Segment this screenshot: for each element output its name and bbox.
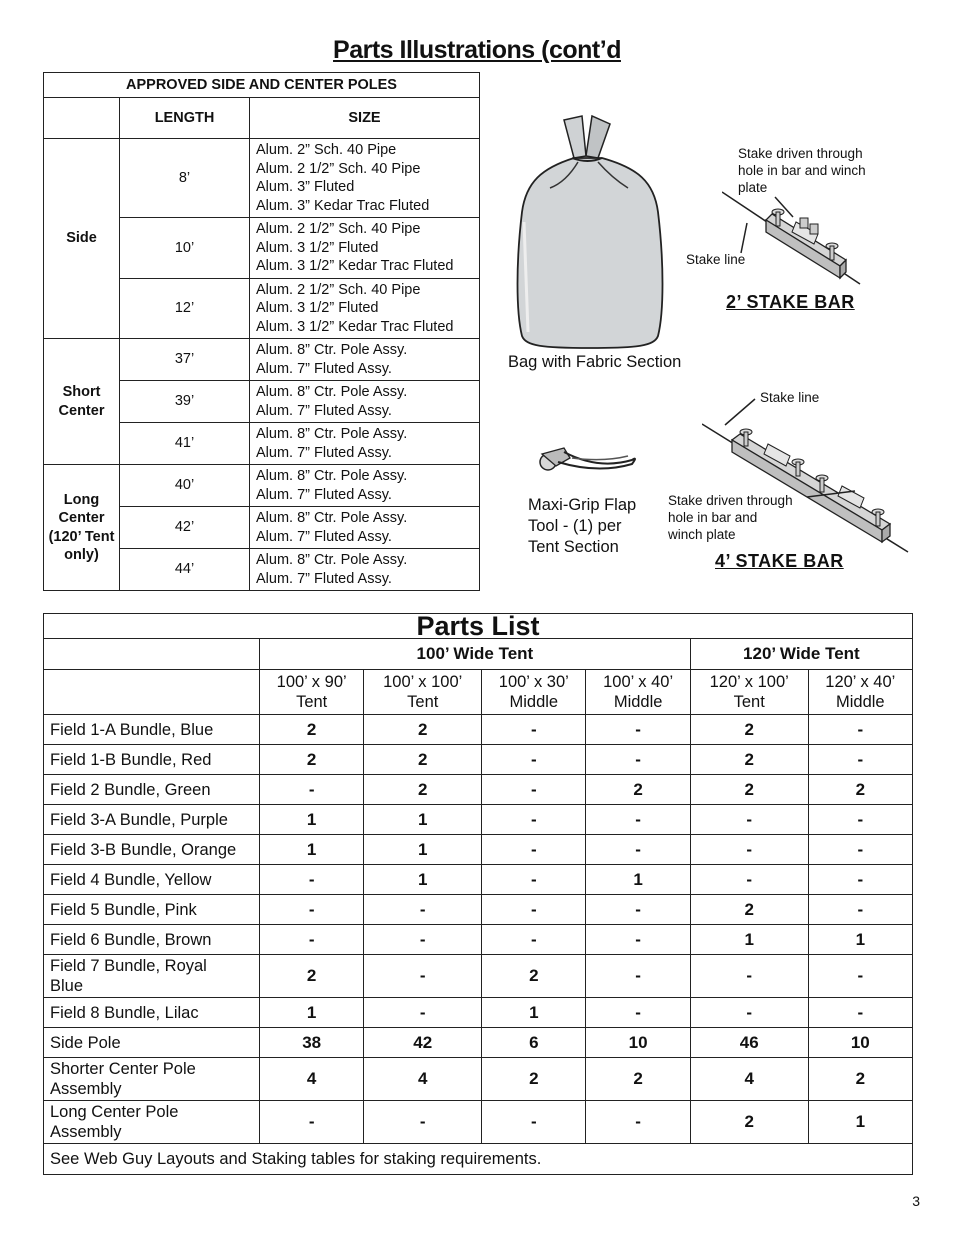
parts-item-qty: 1 (482, 998, 586, 1028)
parts-item-qty: 2 (808, 775, 912, 805)
parts-row (44, 895, 913, 925)
parts-item-qty: - (482, 775, 586, 805)
parts-item-qty: - (690, 955, 808, 998)
poles-length: 39’ (120, 381, 250, 423)
parts-item-qty: - (260, 895, 364, 925)
parts-item-qty: - (690, 865, 808, 895)
parts-item-name: Field 1-B Bundle, Red (44, 745, 260, 775)
parts-item-name: Long Center Pole Assembly (44, 1101, 260, 1144)
parts-item-qty: 2 (690, 775, 808, 805)
parts-item-qty: - (586, 805, 690, 835)
poles-sizes (250, 218, 480, 279)
parts-row (44, 805, 913, 835)
poles-size-line: Alum. 8” Ctr. Pole Assy. (256, 384, 408, 400)
poles-size-line: Alum. 3 1/2” Fluted (256, 300, 379, 316)
stake4-note: Stake driven through hole in bar and winch plate (668, 493, 793, 542)
parts-item-name: Field 7 Bundle, Royal Blue (44, 955, 260, 998)
poles-size-line: Alum. 3” Kedar Trac Fluted (256, 197, 430, 214)
parts-item-qty: - (586, 715, 690, 745)
parts-item-qty: - (808, 998, 912, 1028)
poles-size-line: Alum. 7” Fluted Assy. (256, 402, 392, 419)
parts-item-qty: 1 (808, 925, 912, 955)
parts-item-qty: 1 (260, 835, 364, 865)
poles-size-line: Alum. 3 1/2” Kedar Trac Fluted (256, 258, 454, 274)
poles-title-row (44, 73, 480, 98)
parts-column-line: Middle (509, 693, 559, 711)
poles-sizes (250, 507, 480, 549)
parts-item-qty: 1 (364, 805, 482, 835)
parts-list-table (43, 613, 913, 1175)
parts-item-qty: - (690, 998, 808, 1028)
poles-length: 12’ (120, 278, 250, 339)
stake2-title: 2’ STAKE BAR (726, 292, 855, 312)
parts-item-qty: - (260, 925, 364, 955)
poles-size-line: Alum. 3” Fluted (256, 179, 355, 195)
parts-item-qty: - (364, 895, 482, 925)
parts-group-100: 100’ Wide Tent (260, 639, 691, 670)
poles-header-size: SIZE (250, 98, 480, 139)
parts-list-title: Parts List (44, 614, 913, 639)
parts-row (44, 1058, 913, 1101)
parts-item-qty: 2 (690, 745, 808, 775)
parts-item-qty: 2 (482, 1058, 586, 1101)
parts-item-qty: - (260, 1101, 364, 1144)
parts-item-name: Field 1-A Bundle, Blue (44, 715, 260, 745)
parts-item-qty: 6 (482, 1028, 586, 1058)
poles-header-blank (44, 98, 120, 139)
parts-item-qty: 1 (260, 805, 364, 835)
poles-size-line: Alum. 7” Fluted Assy. (256, 486, 392, 503)
parts-item-qty: 4 (260, 1058, 364, 1101)
parts-item-qty: - (690, 805, 808, 835)
parts-item-qty: - (364, 955, 482, 998)
poles-header-length: LENGTH (120, 98, 250, 139)
parts-column-line: 100’ x 30’ (498, 673, 569, 691)
parts-item-name: Field 3-B Bundle, Orange (44, 835, 260, 865)
parts-footnote: See Web Guy Layouts and Staking tables for staking requirements. (44, 1144, 913, 1175)
parts-item-qty: - (260, 865, 364, 895)
poles-size-line: Alum. 2 1/2” Sch. 40 Pipe (256, 281, 421, 298)
poles-sizes (250, 139, 480, 218)
poles-row (44, 339, 480, 381)
parts-group-row (44, 639, 913, 670)
parts-item-qty: - (586, 895, 690, 925)
poles-size-line: Alum. 3 1/2” Fluted (256, 239, 379, 256)
parts-row (44, 1101, 913, 1144)
parts-item-qty: 1 (364, 865, 482, 895)
parts-column-header (808, 670, 912, 715)
fabric-bag-illustration (512, 112, 670, 352)
poles-size-line: Alum. 7” Fluted Assy. (256, 528, 392, 545)
parts-item-qty: - (586, 1101, 690, 1144)
parts-column-blank (44, 670, 260, 715)
tool-caption: Maxi-Grip Flap Tool - (1) per Tent Section (528, 496, 637, 556)
parts-item-qty: 1 (808, 1101, 912, 1144)
parts-item-qty: - (586, 955, 690, 998)
parts-group-120: 120’ Wide Tent (690, 639, 912, 670)
poles-size-line: Alum. 7” Fluted Assy. (256, 444, 392, 461)
parts-column-line: 100’ x 90’ (276, 673, 347, 691)
parts-item-name: Field 3-A Bundle, Purple (44, 805, 260, 835)
poles-header-row (44, 98, 480, 139)
parts-item-qty: - (482, 925, 586, 955)
poles-length: 40’ (120, 465, 250, 507)
poles-length: 41’ (120, 423, 250, 465)
poles-sizes (250, 549, 480, 591)
parts-column-line: Tent (407, 693, 439, 711)
parts-column-header (482, 670, 586, 715)
page-number: 3 (912, 1193, 920, 1209)
parts-column-line: Middle (836, 693, 885, 711)
parts-item-qty: - (364, 998, 482, 1028)
parts-row (44, 715, 913, 745)
parts-column-line: Middle (613, 693, 663, 711)
parts-item-qty: 2 (690, 895, 808, 925)
parts-item-qty: 2 (586, 775, 690, 805)
parts-item-qty: 10 (586, 1028, 690, 1058)
approved-poles-table (43, 72, 480, 591)
poles-sizes (250, 381, 480, 423)
stake2-pointers (735, 195, 795, 255)
parts-row (44, 865, 913, 895)
poles-length: 8’ (120, 139, 250, 218)
stake4-line-label: Stake line (760, 390, 820, 405)
parts-column-header (586, 670, 690, 715)
parts-footnote-row (44, 1144, 913, 1175)
parts-item-qty: - (808, 895, 912, 925)
parts-item-qty: - (482, 715, 586, 745)
poles-size-line: Alum. 2 1/2” Sch. 40 Pipe (256, 160, 421, 177)
parts-item-qty: - (808, 835, 912, 865)
parts-item-name: Side Pole (44, 1028, 260, 1058)
parts-item-qty: - (586, 925, 690, 955)
poles-length: 37’ (120, 339, 250, 381)
parts-item-qty: 2 (482, 955, 586, 998)
parts-item-qty: 2 (690, 715, 808, 745)
parts-item-qty: 4 (690, 1058, 808, 1101)
parts-item-qty: - (364, 1101, 482, 1144)
parts-item-qty: - (260, 775, 364, 805)
parts-item-qty: 2 (586, 1058, 690, 1101)
poles-size-line: Alum. 8” Ctr. Pole Assy. (256, 426, 408, 442)
parts-item-qty: 2 (260, 955, 364, 998)
parts-row (44, 1028, 913, 1058)
parts-column-line: Tent (296, 693, 328, 711)
poles-size-line: Alum. 2 1/2” Sch. 40 Pipe (256, 221, 421, 237)
parts-item-qty: 1 (260, 998, 364, 1028)
poles-size-line: Alum. 8” Ctr. Pole Assy. (256, 510, 408, 526)
parts-column-header (260, 670, 364, 715)
poles-size-line: Alum. 7” Fluted Assy. (256, 360, 392, 377)
poles-size-line: Alum. 8” Ctr. Pole Assy. (256, 552, 408, 568)
parts-column-row (44, 670, 913, 715)
parts-column-header (690, 670, 808, 715)
parts-item-qty: 1 (690, 925, 808, 955)
parts-column-line: 120’ x 100’ (709, 673, 789, 691)
parts-item-qty: - (808, 715, 912, 745)
poles-size-line: Alum. 8” Ctr. Pole Assy. (256, 342, 408, 358)
parts-item-name: Field 5 Bundle, Pink (44, 895, 260, 925)
bag-caption: Bag with Fabric Section (508, 353, 682, 371)
parts-item-qty: 1 (364, 835, 482, 865)
poles-sizes (250, 423, 480, 465)
poles-length: 10’ (120, 218, 250, 279)
parts-item-qty: 2 (364, 775, 482, 805)
parts-item-qty: - (808, 865, 912, 895)
poles-category: Side (44, 139, 120, 339)
parts-item-qty: 2 (364, 715, 482, 745)
poles-size-line: Alum. 8” Ctr. Pole Assy. (256, 468, 408, 484)
stake2-line-label: Stake line (686, 252, 746, 267)
parts-item-qty: - (482, 805, 586, 835)
poles-category: Long Center (120’ Tent only) (44, 465, 120, 591)
parts-group-blank (44, 639, 260, 670)
poles-category: Short Center (44, 339, 120, 465)
parts-row (44, 998, 913, 1028)
parts-item-qty: - (482, 895, 586, 925)
parts-item-qty: 1 (586, 865, 690, 895)
parts-item-qty: 4 (364, 1058, 482, 1101)
parts-item-qty: - (482, 835, 586, 865)
parts-item-qty: 42 (364, 1028, 482, 1058)
page-title: Parts Illustrations (cont’d (333, 36, 621, 64)
poles-sizes (250, 278, 480, 339)
parts-row (44, 955, 913, 998)
parts-item-qty: 2 (690, 1101, 808, 1144)
parts-item-qty: 46 (690, 1028, 808, 1058)
parts-item-qty: - (808, 805, 912, 835)
parts-item-qty: 2 (260, 745, 364, 775)
poles-size-line: Alum. 7” Fluted Assy. (256, 570, 392, 587)
parts-row (44, 925, 913, 955)
stake4-title: 4’ STAKE BAR (715, 551, 844, 571)
poles-table-title: APPROVED SIDE AND CENTER POLES (44, 73, 480, 98)
parts-column-line: 100’ x 100’ (383, 673, 463, 691)
parts-column-line: Tent (733, 693, 765, 711)
flap-tool-illustration (528, 440, 640, 480)
parts-item-qty: 10 (808, 1028, 912, 1058)
poles-sizes (250, 465, 480, 507)
parts-item-qty: 2 (260, 715, 364, 745)
parts-item-qty: - (482, 865, 586, 895)
poles-length: 44’ (120, 549, 250, 591)
poles-sizes (250, 339, 480, 381)
parts-item-qty: - (586, 745, 690, 775)
parts-item-qty: - (808, 745, 912, 775)
poles-row (44, 139, 480, 218)
parts-item-name: Field 6 Bundle, Brown (44, 925, 260, 955)
parts-item-qty: - (808, 955, 912, 998)
parts-row (44, 745, 913, 775)
parts-item-qty: - (364, 925, 482, 955)
parts-row (44, 775, 913, 805)
parts-item-qty: 2 (364, 745, 482, 775)
poles-row (44, 465, 480, 507)
stake2-note: Stake driven through hole in bar and winch plate (738, 146, 866, 195)
parts-item-qty: - (482, 1101, 586, 1144)
parts-item-qty: - (482, 745, 586, 775)
parts-item-qty: 38 (260, 1028, 364, 1058)
parts-item-name: Field 2 Bundle, Green (44, 775, 260, 805)
parts-item-qty: - (586, 835, 690, 865)
stake4-pointers (715, 395, 865, 505)
parts-item-qty: - (586, 998, 690, 1028)
parts-title-row (44, 614, 913, 639)
parts-item-name: Shorter Center Pole Assembly (44, 1058, 260, 1101)
parts-column-line: 100’ x 40’ (603, 673, 674, 691)
parts-column-header (364, 670, 482, 715)
poles-size-line: Alum. 3 1/2” Kedar Trac Fluted (256, 318, 454, 335)
parts-row (44, 835, 913, 865)
poles-length: 42’ (120, 507, 250, 549)
parts-column-line: 120’ x 40’ (825, 673, 896, 691)
parts-item-name: Field 8 Bundle, Lilac (44, 998, 260, 1028)
poles-size-line: Alum. 2” Sch. 40 Pipe (256, 142, 397, 158)
parts-item-qty: 2 (808, 1058, 912, 1101)
parts-item-qty: - (690, 835, 808, 865)
parts-item-name: Field 4 Bundle, Yellow (44, 865, 260, 895)
